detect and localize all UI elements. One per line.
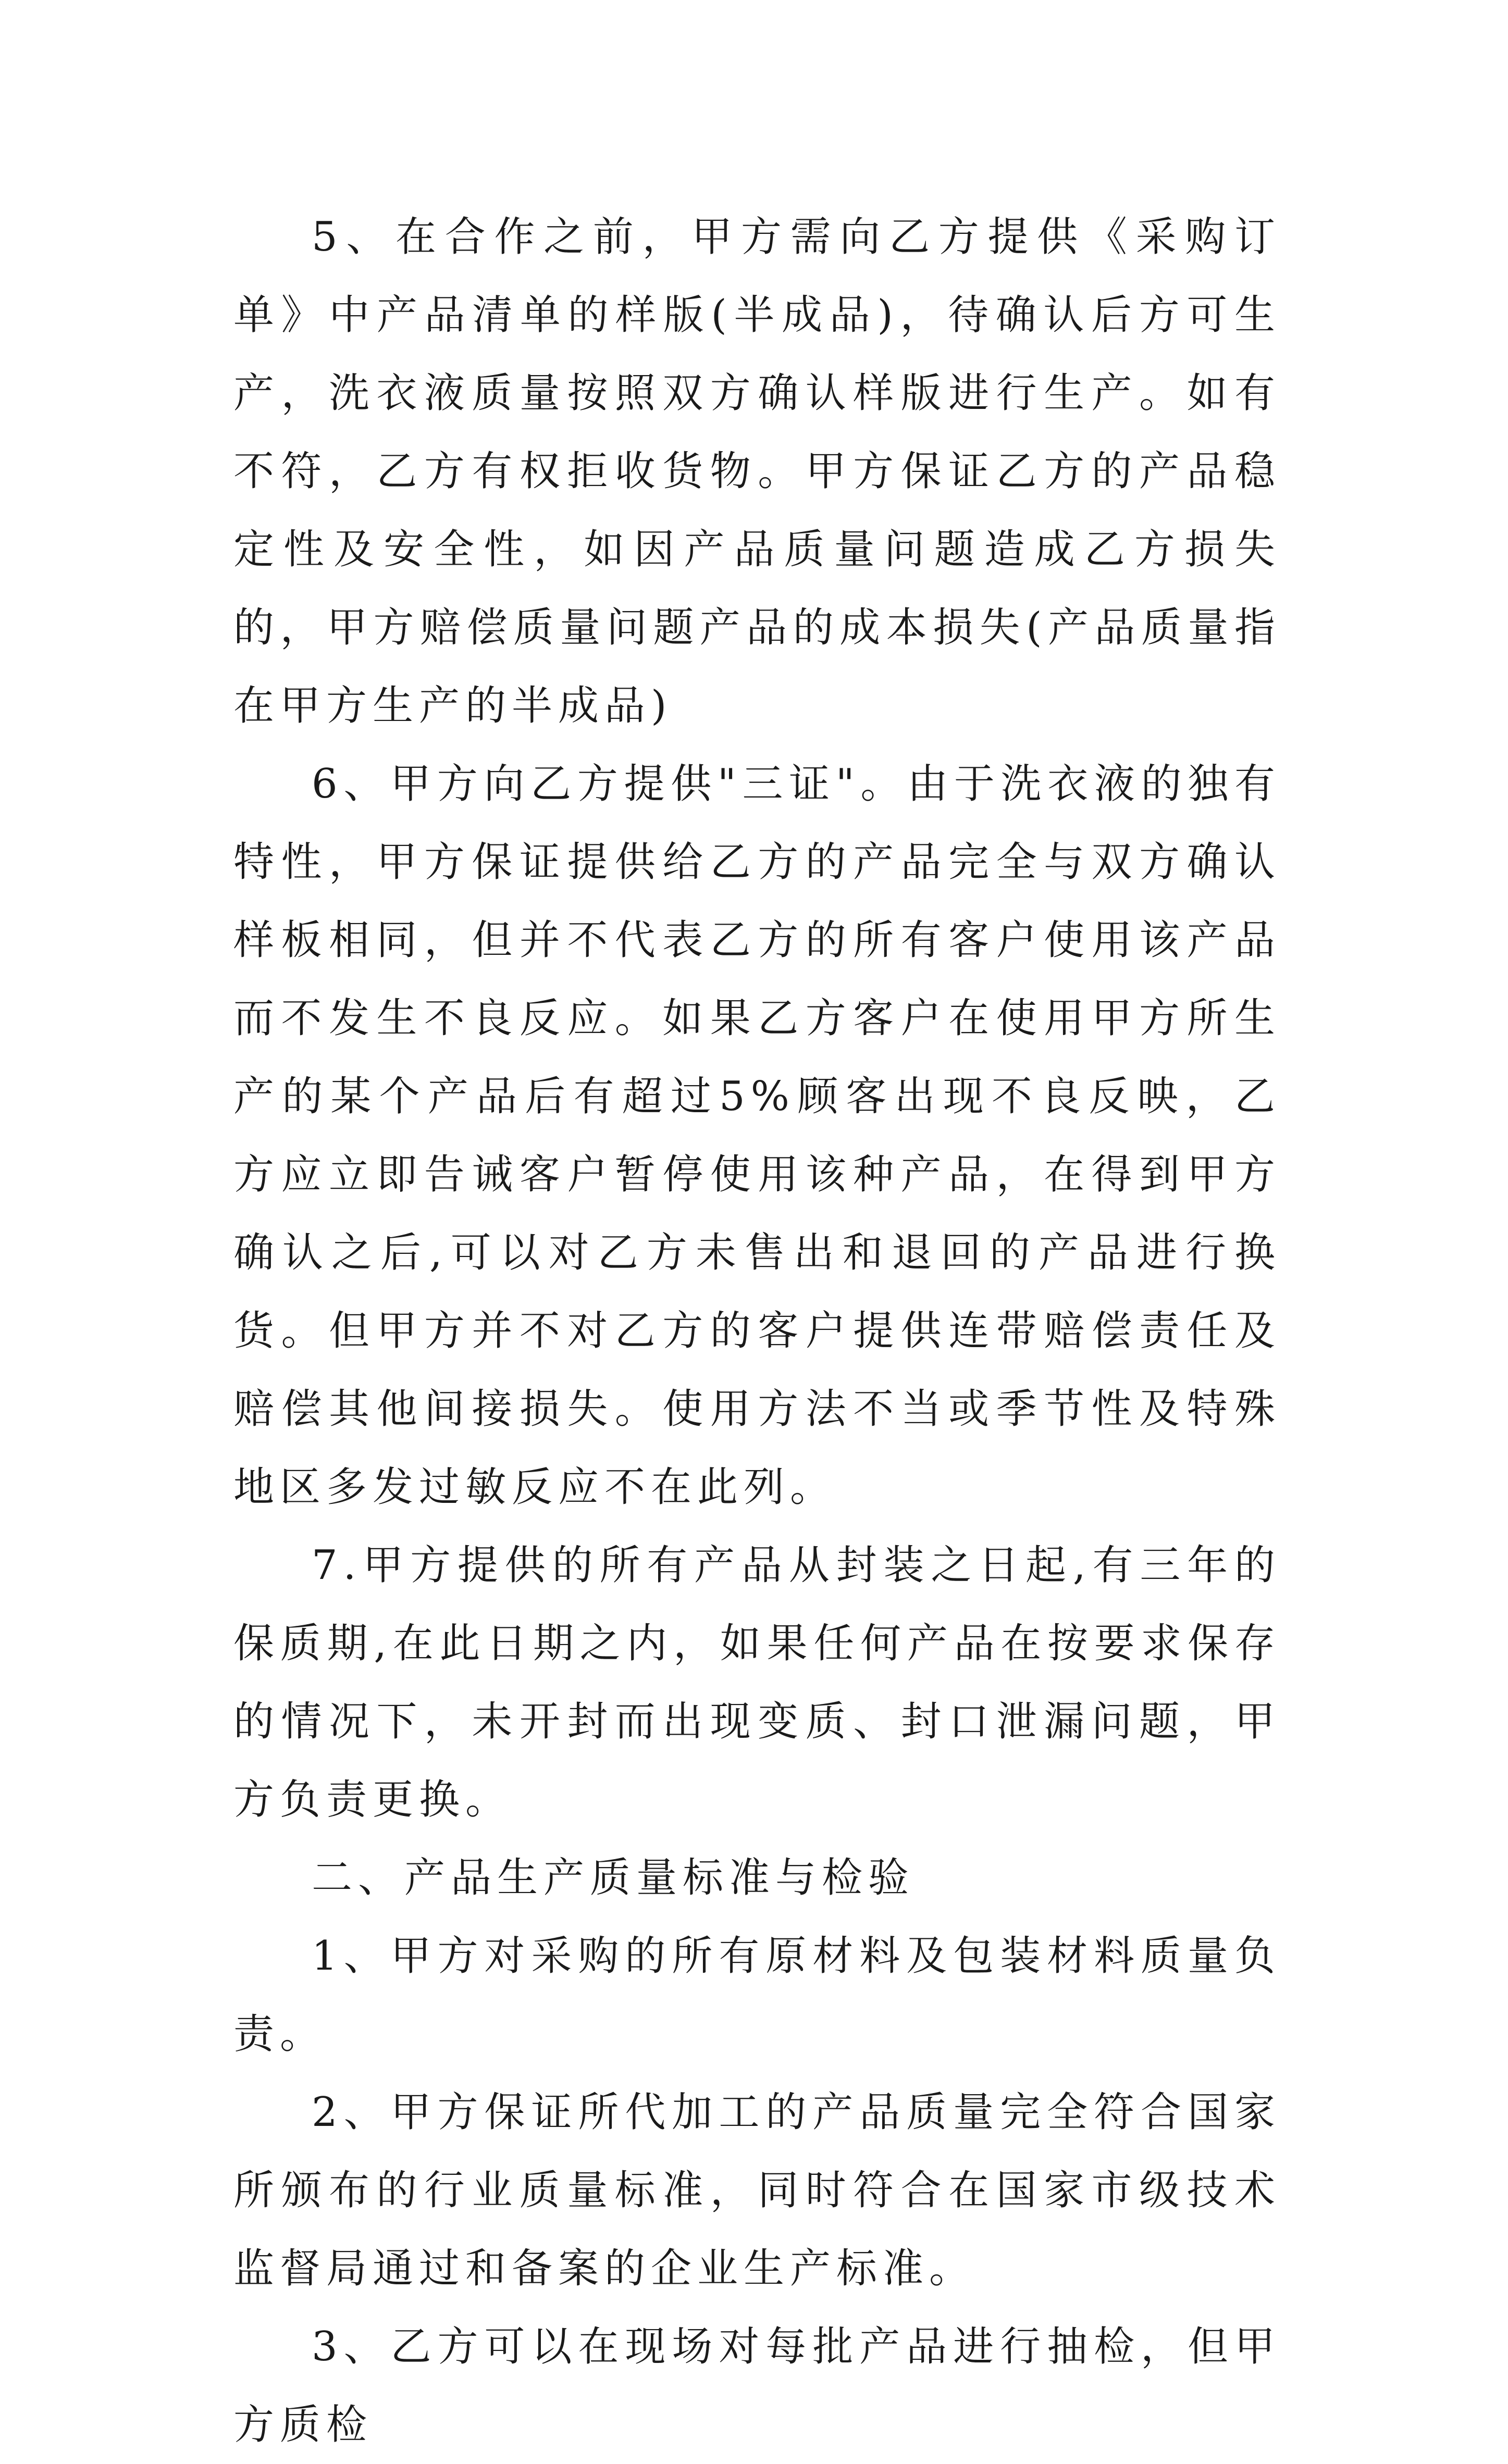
clause-7-paragraph: 7.甲方提供的所有产品从封装之日起,有三年的保质期,在此日期之内，如果任何产品在按要求保存的情况下，未开封而出现变质、封口泄漏问题，甲方负责更换。 bbox=[233, 1542, 1281, 1823]
section-2-heading: 二、产品生产质量标准与检验 bbox=[312, 1855, 915, 1901]
clause-6-paragraph: 6、甲方向乙方提供"三证"。由于洗衣液的独有特性，甲方保证提供给乙方的产品完全与双方确认样板相同，但并不代表乙方的所有客户使用该产品而不发生不良反应。如果乙方客户在使用甲方所生产的某个产品后有超过5%顾客出现不良反映，乙方应立即告诫客户暂停使用该种产品，在得到甲方确认之后,可以对乙方未售出和退回的产品进行换货。但甲方并不对乙方的客户提供连带赔偿责任及赔偿其他间接损失。使用方法不当或季节性及特殊地区多发过敏反应不在此列。 bbox=[233, 761, 1281, 1511]
section-2-clause-3-paragraph: 3、乙方可以在现场对每批产品进行抽检，但甲方质检 bbox=[233, 2323, 1281, 2448]
section-2-clause-2-paragraph: 2、甲方保证所代加工的产品质量完全符合国家所颁布的行业质量标准，同时符合在国家市级技术监督局通过和备案的企业生产标准。 bbox=[233, 2089, 1281, 2292]
clause-5-paragraph: 5、在合作之前，甲方需向乙方提供《采购订单》中产品清单的样版(半成品)，待确认后方可生产，洗衣液质量按照双方确认样版进行生产。如有不符，乙方有权拒收货物。甲方保证乙方的产品稳定性及安全性，如因产品质量问题造成乙方损失的，甲方赔偿质量问题产品的成本损失(产品质量指在甲方生产的半成品) bbox=[233, 214, 1281, 729]
document-body bbox=[233, 198, 1281, 2464]
section-2-clause-1-paragraph: 1、甲方对采购的所有原材料及包装材料质量负责。 bbox=[233, 1933, 1281, 2058]
